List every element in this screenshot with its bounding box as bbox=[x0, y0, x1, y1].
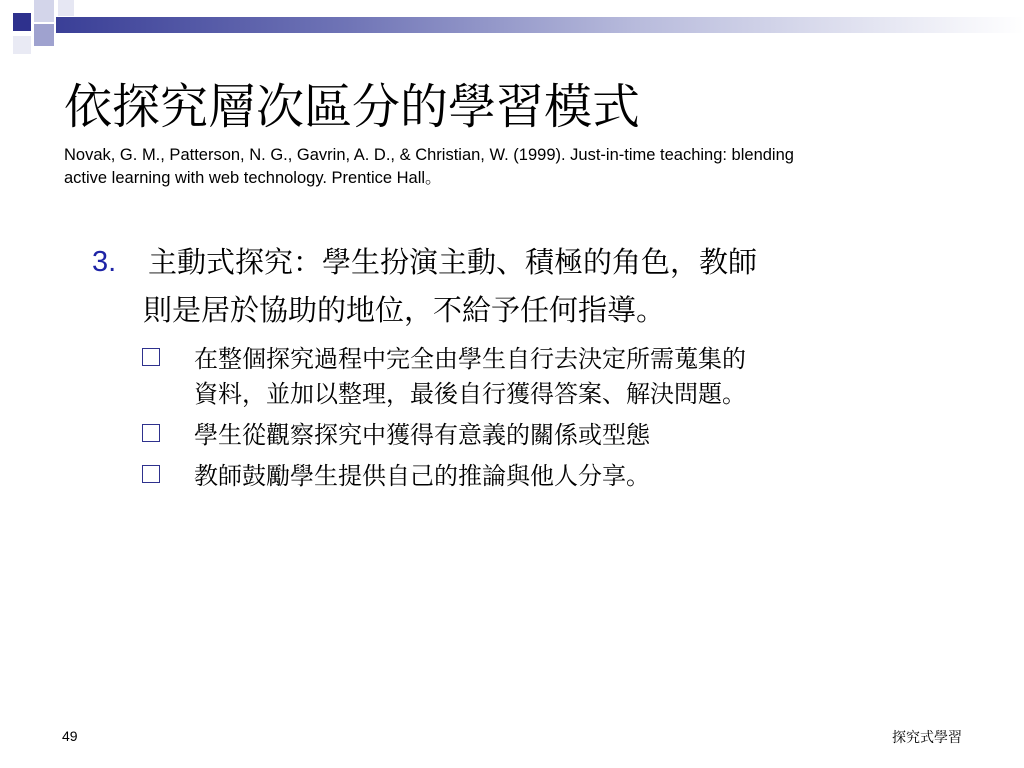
point-line-1: 主動式探究：學生扮演主動、積極的角色，教師 bbox=[148, 245, 758, 279]
subpoint-line: 教師鼓勵學生提供自己的推論與他人分享。 bbox=[194, 462, 650, 490]
point-number: 3. bbox=[92, 246, 117, 278]
footer-title: 探究式學習 bbox=[892, 730, 962, 746]
point-line-2: 則是居於協助的地位，不給予任何指導。 bbox=[143, 293, 666, 327]
subpoint-item bbox=[140, 418, 1000, 453]
subpoint-line: 資料，並加以整理，最後自行獲得答案、解決問題。 bbox=[194, 380, 746, 408]
decor-square bbox=[34, 24, 54, 46]
subpoint-list bbox=[140, 342, 1000, 500]
decor-square bbox=[58, 0, 74, 16]
subpoint-item bbox=[140, 342, 1000, 412]
citation-line-2: active learning with web technology. Prentice Hall。 bbox=[64, 169, 442, 187]
header-gradient-bar bbox=[56, 17, 1024, 33]
citation-line-1: Novak, G. M., Patterson, N. G., Gavrin, A. D., & Christian, W. (1999). Just-in-time teaching: blending bbox=[64, 146, 794, 164]
square-bullet-icon bbox=[142, 465, 160, 483]
main-point bbox=[92, 238, 992, 334]
decor-square bbox=[13, 36, 31, 54]
decor-square bbox=[34, 0, 54, 22]
subpoint-line: 學生從觀察探究中獲得有意義的關係或型態 bbox=[194, 421, 650, 449]
square-bullet-icon bbox=[142, 348, 160, 366]
slide-title: 依探究層次區分的學習模式 bbox=[64, 79, 641, 135]
decor-square bbox=[13, 13, 31, 31]
square-bullet-icon bbox=[142, 424, 160, 442]
subpoint-line: 在整個探究過程中完全由學生自行去決定所需蒐集的 bbox=[194, 345, 746, 373]
page-number: 49 bbox=[62, 728, 78, 744]
point-text bbox=[143, 238, 992, 334]
citation bbox=[64, 144, 964, 190]
subpoint-item bbox=[140, 459, 1000, 494]
